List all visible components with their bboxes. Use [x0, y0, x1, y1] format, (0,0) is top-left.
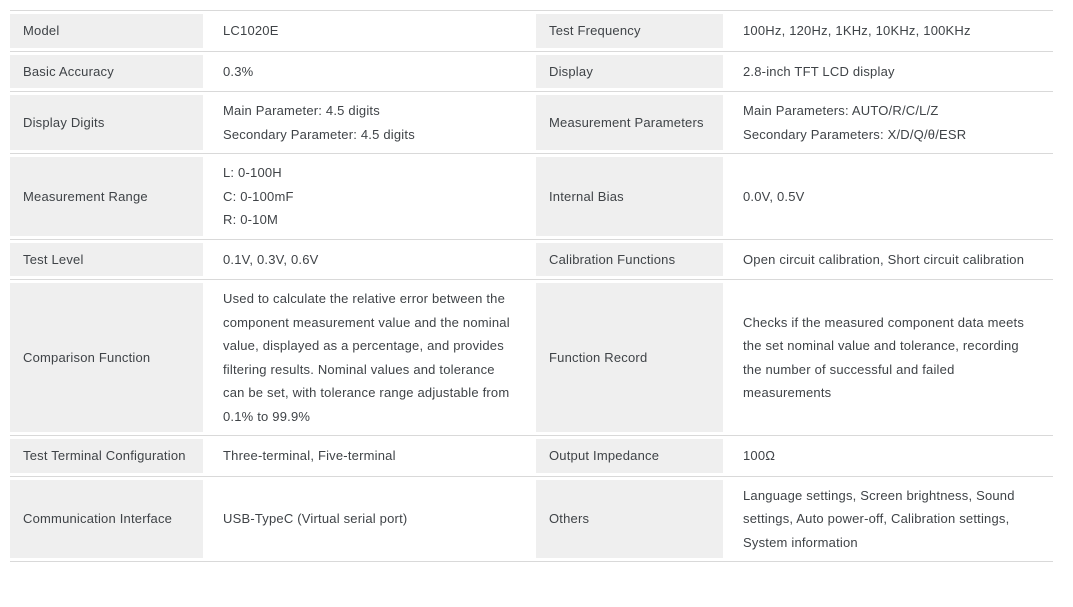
spec-label-cell [10, 477, 210, 562]
spec-label: Display [549, 63, 594, 79]
spec-label-cell [10, 92, 210, 153]
spec-label-cell [10, 280, 210, 435]
spec-label-cell [536, 11, 730, 51]
spec-value-cell [210, 280, 536, 435]
spec-value-cell [210, 477, 536, 562]
specifications-table [10, 10, 1053, 562]
spec-value: Secondary Parameters: X/D/Q/θ/ESR [743, 126, 967, 142]
spec-label: Internal Bias [549, 188, 624, 204]
spec-label-cell [536, 52, 730, 92]
table-row [10, 154, 1053, 240]
spec-label-cell [536, 240, 730, 280]
spec-value-cell [730, 477, 1053, 562]
spec-label-cell [536, 154, 730, 239]
spec-value: 2.8-inch TFT LCD display [743, 63, 895, 79]
spec-label-cell [536, 280, 730, 435]
spec-value-cell [210, 240, 536, 280]
spec-label: Test Frequency [549, 23, 641, 38]
spec-value: 0.0V, 0.5V [743, 188, 805, 204]
spec-value: USB-TypeC (Virtual serial port) [223, 511, 408, 526]
spec-value: Open circuit calibration, Short circuit calibration [743, 251, 1025, 267]
spec-value-cell [730, 52, 1053, 92]
spec-value-cell [730, 436, 1053, 476]
spec-label-cell [10, 436, 210, 476]
spec-value: Language settings, Screen brightness, Sound settings, Auto power-off, Calibration settings, System information [743, 487, 1015, 550]
spec-value: C: 0-100mF [223, 188, 294, 204]
spec-value: Three-terminal, Five-terminal [223, 448, 396, 463]
table-row [10, 436, 1053, 477]
table-row [10, 477, 1053, 563]
spec-value: L: 0-100H [223, 165, 282, 180]
spec-label-cell [536, 477, 730, 562]
spec-value-cell [730, 11, 1053, 51]
table-row [10, 52, 1053, 93]
spec-label-cell [10, 52, 210, 92]
spec-value-cell [210, 154, 536, 239]
spec-label: Calibration Functions [549, 251, 676, 267]
spec-label-cell [10, 154, 210, 239]
spec-value-cell [210, 52, 536, 92]
spec-label: Test Terminal Configuration [23, 448, 186, 463]
spec-label: Comparison Function [23, 349, 151, 365]
table-row [10, 11, 1053, 52]
spec-label-cell [10, 11, 210, 51]
spec-value: 100Ω [743, 448, 776, 463]
table-row [10, 240, 1053, 281]
spec-value-cell [210, 11, 536, 51]
spec-label: Measurement Parameters [549, 114, 704, 130]
spec-value-cell [730, 240, 1053, 280]
spec-label-cell [536, 436, 730, 476]
spec-value: 100Hz, 120Hz, 1KHz, 10KHz, 100KHz [743, 23, 971, 38]
spec-label: Others [549, 511, 590, 526]
spec-label: Test Level [23, 251, 84, 267]
spec-label: Model [23, 23, 60, 38]
spec-label: Communication Interface [23, 511, 173, 526]
spec-value-cell [730, 92, 1053, 153]
spec-label-cell [10, 240, 210, 280]
spec-label: Basic Accuracy [23, 63, 114, 79]
spec-value: Checks if the measured component data meets the set nominal value and tolerance, recording the number of successful and failed measurements [743, 314, 1025, 400]
spec-value-cell [210, 92, 536, 153]
spec-value: 0.1V, 0.3V, 0.6V [223, 251, 319, 267]
spec-value-cell [730, 280, 1053, 435]
spec-label: Display Digits [23, 114, 105, 130]
table-row [10, 92, 1053, 154]
spec-value: LC1020E [223, 23, 279, 38]
spec-value: Main Parameters: AUTO/R/C/L/Z [743, 103, 939, 118]
spec-value: Main Parameter: 4.5 digits [223, 103, 380, 118]
spec-value-cell [730, 154, 1053, 239]
spec-value: Secondary Parameter: 4.5 digits [223, 126, 415, 142]
spec-label: Function Record [549, 349, 648, 365]
spec-label-cell [536, 92, 730, 153]
spec-value: R: 0-10M [223, 212, 279, 227]
table-row [10, 280, 1053, 436]
spec-value-cell [210, 436, 536, 476]
spec-label: Output Impedance [549, 448, 660, 463]
spec-value: Used to calculate the relative error between the component measurement value and the nominal value, displayed as a percentage, and provides filtering results. Nominal values and tolerance can be set, with tolerance range adjustable from 0.1% to 99.9% [223, 291, 510, 424]
spec-value: 0.3% [223, 63, 254, 79]
spec-label: Measurement Range [23, 188, 148, 204]
